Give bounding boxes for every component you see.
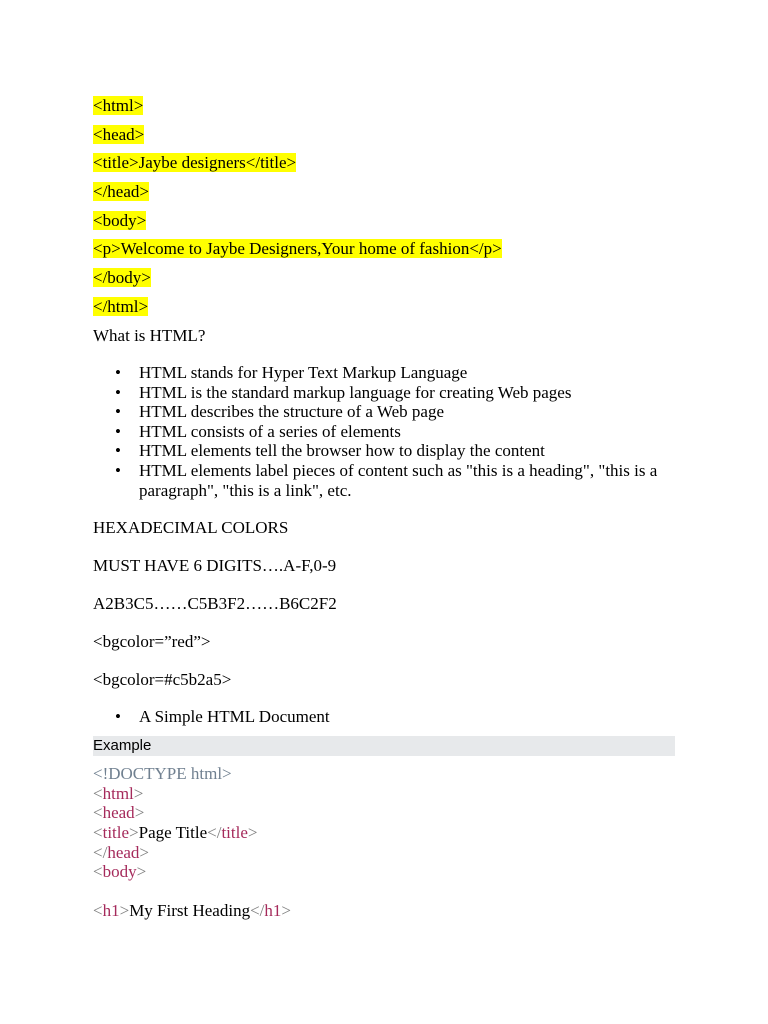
bullet-icon: • [115, 402, 121, 422]
bgcolor-hex-example: <bgcolor=#c5b2a5> [93, 670, 232, 689]
list-item-text: HTML elements tell the browser how to display the content [139, 441, 545, 461]
example-label: Example [93, 737, 152, 754]
bullet-icon: • [115, 421, 121, 441]
bgcolor-named-example: <bgcolor=”red”> [93, 632, 211, 651]
bracket-token: > [119, 901, 130, 921]
bracket-token: < [93, 901, 103, 921]
code-line-text: <body> [93, 210, 147, 230]
list-item [93, 422, 673, 442]
bracket-token: > [136, 862, 147, 882]
list-item-text: HTML elements label pieces of content such as "this is a heading", "this is a paragraph", "this is a link", etc. [139, 460, 658, 500]
bracket-token: </ [93, 842, 108, 862]
code-line [93, 152, 502, 181]
hex-colors-examples: A2B3C5……C5B3F2……B6C2F2 [93, 594, 337, 613]
bracket-token: </ [250, 901, 265, 921]
bracket-token: > [129, 823, 139, 843]
code-example [93, 764, 291, 921]
bullet-icon: • [115, 460, 121, 480]
code-row-head-open [93, 803, 291, 823]
html-facts-list [93, 363, 673, 500]
code-row-html-open [93, 784, 291, 804]
simple-doc-bullet-text: A Simple HTML Document [139, 707, 330, 726]
highlighted-code-block [93, 95, 502, 325]
hex-colors-heading: HEXADECIMAL COLORS [93, 518, 289, 537]
code-line [93, 210, 502, 239]
list-item [93, 402, 673, 422]
tag-token: html [102, 783, 134, 803]
code-line-text: <html> [93, 96, 144, 115]
code-line-text: </head> [93, 182, 149, 202]
bracket-token: < [93, 783, 103, 803]
list-item-text: HTML is the standard markup language for creating Web pages [139, 382, 572, 402]
bracket-token: < [93, 862, 103, 882]
doctype-token: <!DOCTYPE html> [93, 764, 232, 783]
code-row-body-open [93, 862, 291, 882]
bracket-token: </ [207, 823, 222, 843]
list-item-text: HTML stands for Hyper Text Markup Language [139, 363, 468, 382]
bullet-icon: • [115, 363, 121, 382]
code-line [93, 238, 502, 267]
bracket-token: > [134, 803, 145, 823]
tag-token: title [102, 823, 130, 843]
bracket-token: > [247, 823, 258, 843]
title-text-token: Page Title [138, 823, 208, 843]
code-line [93, 124, 502, 153]
list-item [93, 461, 673, 500]
code-row-title [93, 823, 291, 843]
tag-token: title [221, 823, 248, 843]
question-heading: What is HTML? [93, 326, 206, 345]
code-line [93, 181, 502, 210]
tag-token: h1 [264, 901, 282, 921]
heading-text-token: My First Heading [129, 901, 251, 921]
tag-token: body [102, 862, 137, 882]
example-label-bar [93, 736, 675, 756]
tag-token: head [107, 842, 140, 862]
code-line-text: <head> [93, 124, 145, 144]
bullet-icon: • [115, 382, 121, 402]
list-item [93, 383, 673, 403]
list-item-text: HTML consists of a series of elements [139, 421, 401, 441]
list-item-text: HTML describes the structure of a Web page [139, 402, 444, 422]
bracket-token: < [93, 803, 103, 823]
bracket-token: > [281, 901, 291, 921]
code-line [93, 95, 502, 124]
code-line [93, 296, 502, 325]
bullet-icon: • [115, 441, 121, 461]
bracket-token: > [139, 842, 149, 862]
list-item [93, 441, 673, 461]
tag-token: head [102, 803, 135, 823]
bullet-icon: • [115, 707, 121, 726]
hex-colors-rule: MUST HAVE 6 DIGITS….A-F,0-9 [93, 556, 337, 575]
bracket-token: < [93, 823, 103, 843]
code-row-h1 [93, 901, 291, 921]
code-line-text: </html> [93, 296, 149, 316]
tag-token: h1 [102, 901, 120, 921]
code-blank-line [93, 882, 291, 901]
code-row-head-close [93, 843, 291, 863]
list-item [93, 363, 673, 383]
code-row-doctype [93, 764, 291, 784]
code-line-text: </body> [93, 268, 151, 288]
code-line [93, 267, 502, 296]
code-line-text: <title>Jaybe designers</title> [93, 153, 297, 173]
code-line-text: <p>Welcome to Jaybe Designers,Your home of fashion</p> [93, 239, 502, 259]
bracket-token: > [133, 783, 144, 803]
